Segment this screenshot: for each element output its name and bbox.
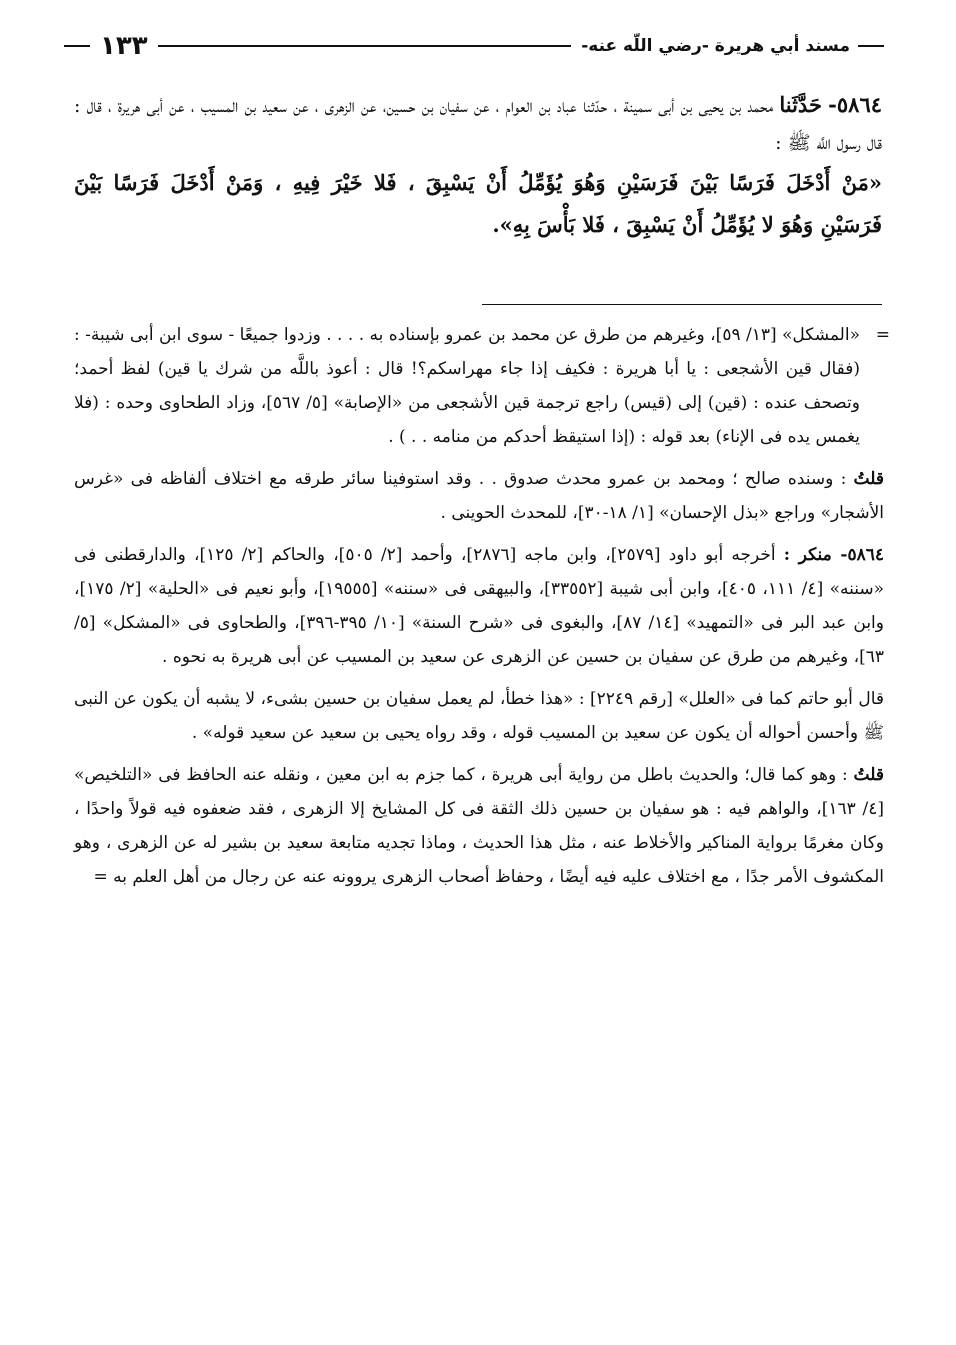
footnote-text: : وهو كما قال؛ والحديث باطل من رواية أبى هريرة ، كما جزم به ابن معين ، ونقله عنه الحافظ فى «التلخيص» [٤/ ١٦٣]، والواهم فيه : هو سفيان بن حسين ذلك الثقة فى كل المشايخ إلا الزهرى ، فقد ضعفوه فيه قولاً واحدًا ، وكان مغرمًا برواية المناكير والأخلاط عنه ، مثل هذا الحديث ، وماذا تجديه متابعة سعيد بن بشير له عن الزهرى ، وهو المكشوف الأمر جدًا ، مع اختلاف عليه فيه أيضًا ، وحفاظ أصحاب الزهرى يروونه عنه عن رجال من أهل العلم به = [74, 765, 884, 887]
takhrij-number: ٥٨٦٤- منكر : [783, 545, 884, 565]
footnote-takhrij [74, 538, 884, 674]
page-number: ١٣٣ [100, 31, 148, 61]
running-header [64, 26, 884, 66]
footnote-note [74, 462, 884, 530]
hadith-isnad: محمد بن يحيى بن أبى سمينة ، حدّثنا عباد بن العوام ، عن سفيان بن حسين، عن الزهرى ، عن سعيد بن المسيب ، عن أبى هريرة ، قال : قال رسول اللَّه ﷺ : [74, 95, 882, 154]
footnote-separator [482, 304, 882, 305]
hadith-matn: «مَنْ أَدْخَلَ فَرَسًا بَيْنَ فَرَسَيْنِ وَهُوَ يُؤَمِّلُ أَنْ يَسْبِقَ ، فَلا خَيْرَ فِيهِ ، وَمَنْ أَدْخَلَ فَرَسًا بَيْنَ فَرَسَيْنِ وَهُوَ لا يُؤَمِّلُ أَنْ يَسْبِقَ ، فَلا بَأْسَ بِهِ». [74, 170, 882, 237]
footnote-note [74, 758, 884, 894]
header-rule-left [64, 45, 90, 47]
header-rule [158, 45, 572, 47]
hadith-number: ٥٨٦٤- [828, 92, 883, 117]
footnote-quote [74, 682, 884, 750]
continuation-marker: = [875, 325, 890, 345]
qultu-label: قلتُ [853, 469, 884, 489]
qultu-label: قلتُ [853, 765, 884, 785]
header-rule-right [858, 45, 884, 47]
footnotes [74, 318, 890, 902]
header-title: مسند أبي هريرة -رضي اللّه عنه- [581, 36, 850, 56]
footnote-text: أخرجه أبو داود [٢٥٧٩]، وابن ماجه [٢٨٧٦]، وأحمد [٢/ ٥٠٥]، والحاكم [٢/ ١٢٥]، والدارقطنى فى «سننه» [٤/ ١١١، ٤٠٥]، وابن أبى شيبة [٣٣٥٥٢]، والبيهقى فى «سننه» [١٩٥٥٥]، وأبو نعيم فى «الحلية» [٢/ ١٧٥]، وابن عبد البر فى «التمهيد» [١٤/ ٨٧]، والبغوى فى «شرح السنة» [١٠/ ٣٩٥-٣٩٦]، والطحاوى فى «المشكل» [٥/ ٦٣]، وغيرهم من طرق عن سفيان بن حسين عن الزهرى عن سعيد بن المسيب عن أبى هريرة به نحوه . [74, 545, 885, 667]
footnote-continuation [74, 318, 890, 454]
footnote-text: قال أبو حاتم كما فى «العلل» [رقم ٢٢٤٩] : «هذا خطأ، لم يعمل سفيان بن حسين بشىء، لا يشبه أن يكون عن النبى ﷺ وأحسن أحواله أن يكون عن سعيد بن المسيب قوله ، وقد رواه يحيى بن سعيد عن سعيد قوله» . [74, 689, 884, 743]
hadith-haddathana: حَدَّثَنا [779, 92, 822, 117]
footnote-text: «المشكل» [١٣/ ٥٩]، وغيرهم من طرق عن محمد بن عمرو بإسناده به . . . . وزدوا جميعًا - سوى ابن أبى شيبة- : (فقال قين الأشجعى : يا أبا هريرة : فكيف إذا جاء مهراسكم؟! قال : أعوذ باللَّه من شرك يا قين) لفظ أحمد؛ وتصحف عنده : (قين) إلى (قيس) راجع ترجمة قين الأشجعى من «الإصابة» [٥/ ٥٦٧]، وزاد الطحاوى وحده : (فلا يغمس يده فى الإناء) بعد قوله : (إذا استيقظ أحدكم من منامه . . ) . [74, 325, 860, 447]
hadith-text [74, 86, 882, 246]
footnote-text: : وسنده صالح ؛ ومحمد بن عمرو محدث صدوق . . وقد استوفينا سائر طرقه مع اختلاف ألفاظه فى «غرس الأشجار» وراجع «بذل الإحسان» [١/ ١٨-٣٠]، للمحدث الحوينى . [74, 469, 884, 523]
